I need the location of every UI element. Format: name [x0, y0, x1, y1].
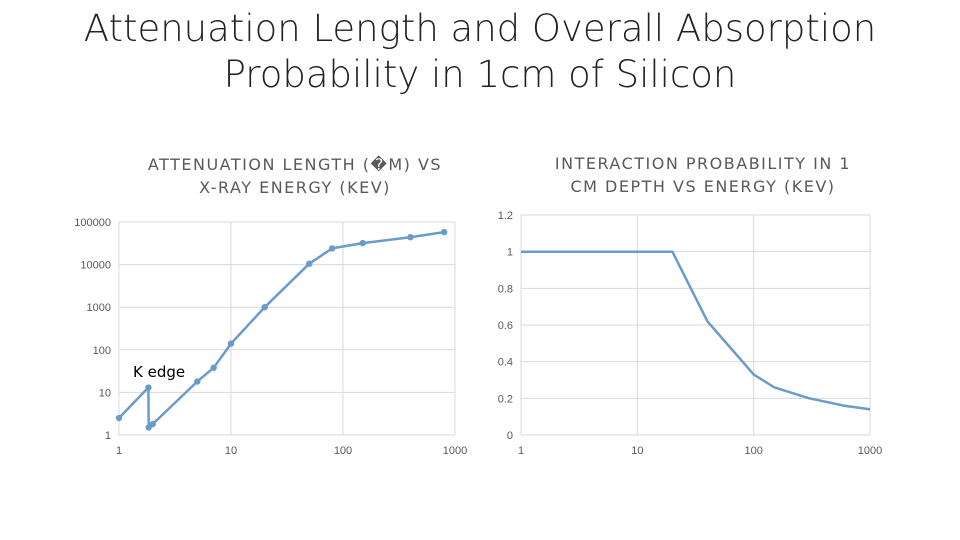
1-y-tick-label: 0.8: [497, 283, 513, 296]
0-x-tick-label: 1000: [442, 445, 468, 457]
0-x-tick-label: 10: [224, 445, 238, 457]
slide-title-line2: Probability in 1cm of Silicon: [223, 53, 737, 96]
1-y-tick-label: 1.2: [497, 210, 513, 222]
slide-title-line1: Attenuation Length and Overall Absorption: [83, 7, 877, 50]
attenuation-chart-title-line1: ATTENUATION LENGTH (�M) VS: [147, 155, 443, 174]
1-y-tick-label: 0: [506, 430, 513, 442]
probability-chart: [498, 210, 883, 457]
1-y-tick-label: 0.6: [497, 320, 513, 332]
0-y-tick-label: 10000: [80, 259, 111, 272]
1-series-line: [521, 252, 870, 410]
0-data-point: [145, 384, 151, 390]
0-data-point: [228, 340, 234, 346]
1-y-tick-label: 0.4: [497, 356, 513, 369]
1-x-tick-label: 1000: [857, 445, 883, 457]
1-x-tick-label: 10: [631, 445, 644, 457]
1-y-tick-label: 1: [506, 246, 513, 259]
0-data-point: [210, 365, 216, 371]
probability-chart-title-line2: CM DEPTH VS ENERGY (KEV): [570, 177, 836, 196]
0-y-tick-label: 100: [92, 344, 111, 357]
1-x-tick-label: 100: [744, 445, 763, 457]
0-y-tick-label: 1000: [86, 302, 111, 315]
0-x-tick-label: 1: [115, 445, 123, 457]
1-x-tick-label: 1: [517, 445, 525, 457]
0-series-line: [119, 232, 444, 427]
0-data-point: [329, 245, 335, 251]
0-x-tick-label: 100: [333, 445, 353, 457]
attenuation-chart: [74, 217, 467, 457]
attenuation-chart-title-line2: X-RAY ENERGY (KEV): [199, 178, 391, 197]
k-edge-annotation: K edge: [133, 363, 186, 381]
0-data-point: [441, 229, 447, 235]
0-data-point: [116, 415, 122, 421]
probability-chart-title-line1: INTERACTION PROBABILITY IN 1: [554, 154, 852, 173]
0-data-point: [262, 304, 268, 310]
0-y-tick-label: 1: [104, 430, 111, 442]
0-data-point: [150, 421, 156, 427]
0-data-point: [194, 378, 200, 384]
0-data-point: [407, 234, 413, 240]
0-y-tick-label: 100000: [74, 217, 111, 229]
0-data-point: [360, 240, 366, 246]
0-data-point: [306, 260, 312, 266]
1-y-tick-label: 0.2: [497, 393, 513, 406]
0-y-tick-label: 10: [98, 387, 111, 400]
